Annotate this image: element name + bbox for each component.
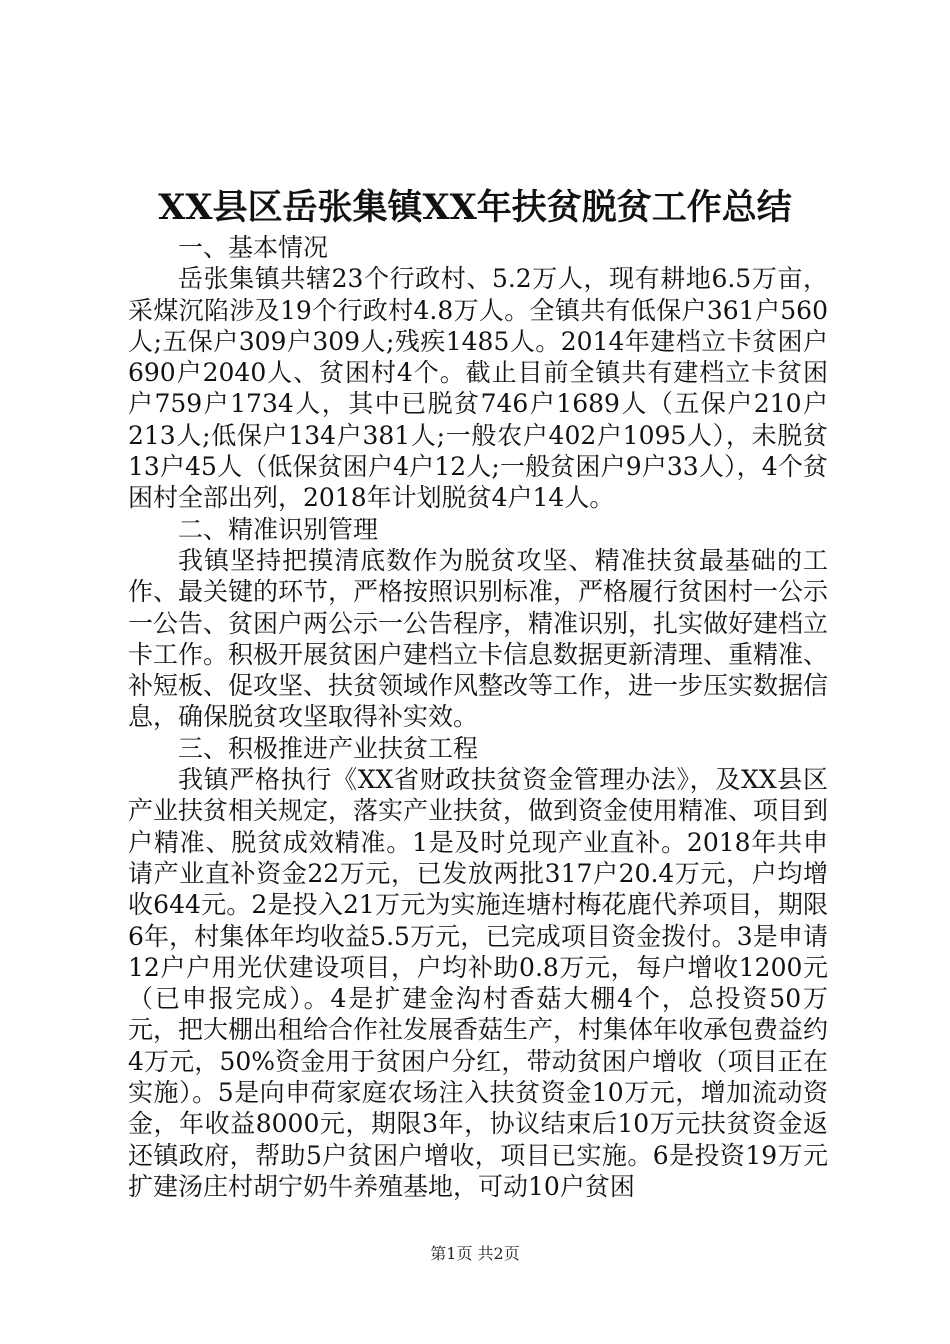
section-heading-precise-identification: 二、精准识别管理 [178,514,379,544]
section-heading-industry-poverty-alleviation: 三、积极推进产业扶贫工程 [178,733,479,763]
section-paragraph-basic-info: 岳张集镇共辖23个行政村、5.2万人，现有耕地6.5万亩，采煤沉陷涉及19个行政村4.8万人。全镇共有低保户361户560人;五保户309户309人;残疾1485人。2014年建档立卡贫困户690户2040人、贫困村4个。截止目前全镇共有建档立卡贫困户759户1734人，其中已脱贫746户1689人（五保户210户213人;低保户134户381人;一般农户402户1095人），未脱贫13户45人（低保贫困户4户12人;一般贫困户9户33人），4个贫困村全部出列，2018年计划脱贫4户14人。 [128,264,828,513]
page-footer: 第1页 共2页 [430,1244,520,1263]
section-paragraph-industry-poverty-alleviation: 我镇严格执行《XX省财政扶贫资金管理办法》，及XX县区产业扶贫相关规定，落实产业扶贫，做到资金使用精准、项目到户精准、脱贫成效精准。1是及时兑现产业直补。2018年共申请产业直补资金22万元，已发放两批317户20.4万元，户均增收644元。2是投入21万元为实施连塘村梅花鹿代养项目，期限6年，村集体年均收益5.5万元，已完成项目资金拨付。3是申请12户户用光伏建设项目，户均补助0.8万元，每户增收1200元（已申报完成）。4是扩建金沟村香菇大棚4个，总投资50万元，把大棚出租给合作社发展香菇生产，村集体年收承包费益约4万元，50%资金用于贫困户分红，带动贫困户增收（项目正在实施）。5是向申荷家庭农场注入扶贫资金10万元，增加流动资金，年收益8000元，期限3年，协议结束后10万元扶贫资金返还镇政府，帮助5户贫困户增收，项目已实施。6是投资19万元扩建汤庄村胡宁奶牛养殖基地，可动10户贫困 [128,765,829,1201]
document-title: XX县区岳张集镇XX年扶贫脱贫工作总结 [158,187,792,228]
section-paragraph-precise-identification: 我镇坚持把摸清底数作为脱贫攻坚、精准扶贫最基础的工作、最关键的环节，严格按照识别标准，严格履行贫困村一公示一公告、贫困户两公示一公告程序，精准识别，扎实做好建档立卡工作。积极开展贫困户建档立卡信息数据更新清理、重精准、补短板、促攻坚、扶贫领域作风整改等工作，进一步压实数据信息，确保脱贫攻坚取得补实效。 [128,545,829,732]
section-heading-basic-info: 一、基本情况 [178,233,329,262]
document-body [128,232,828,1202]
